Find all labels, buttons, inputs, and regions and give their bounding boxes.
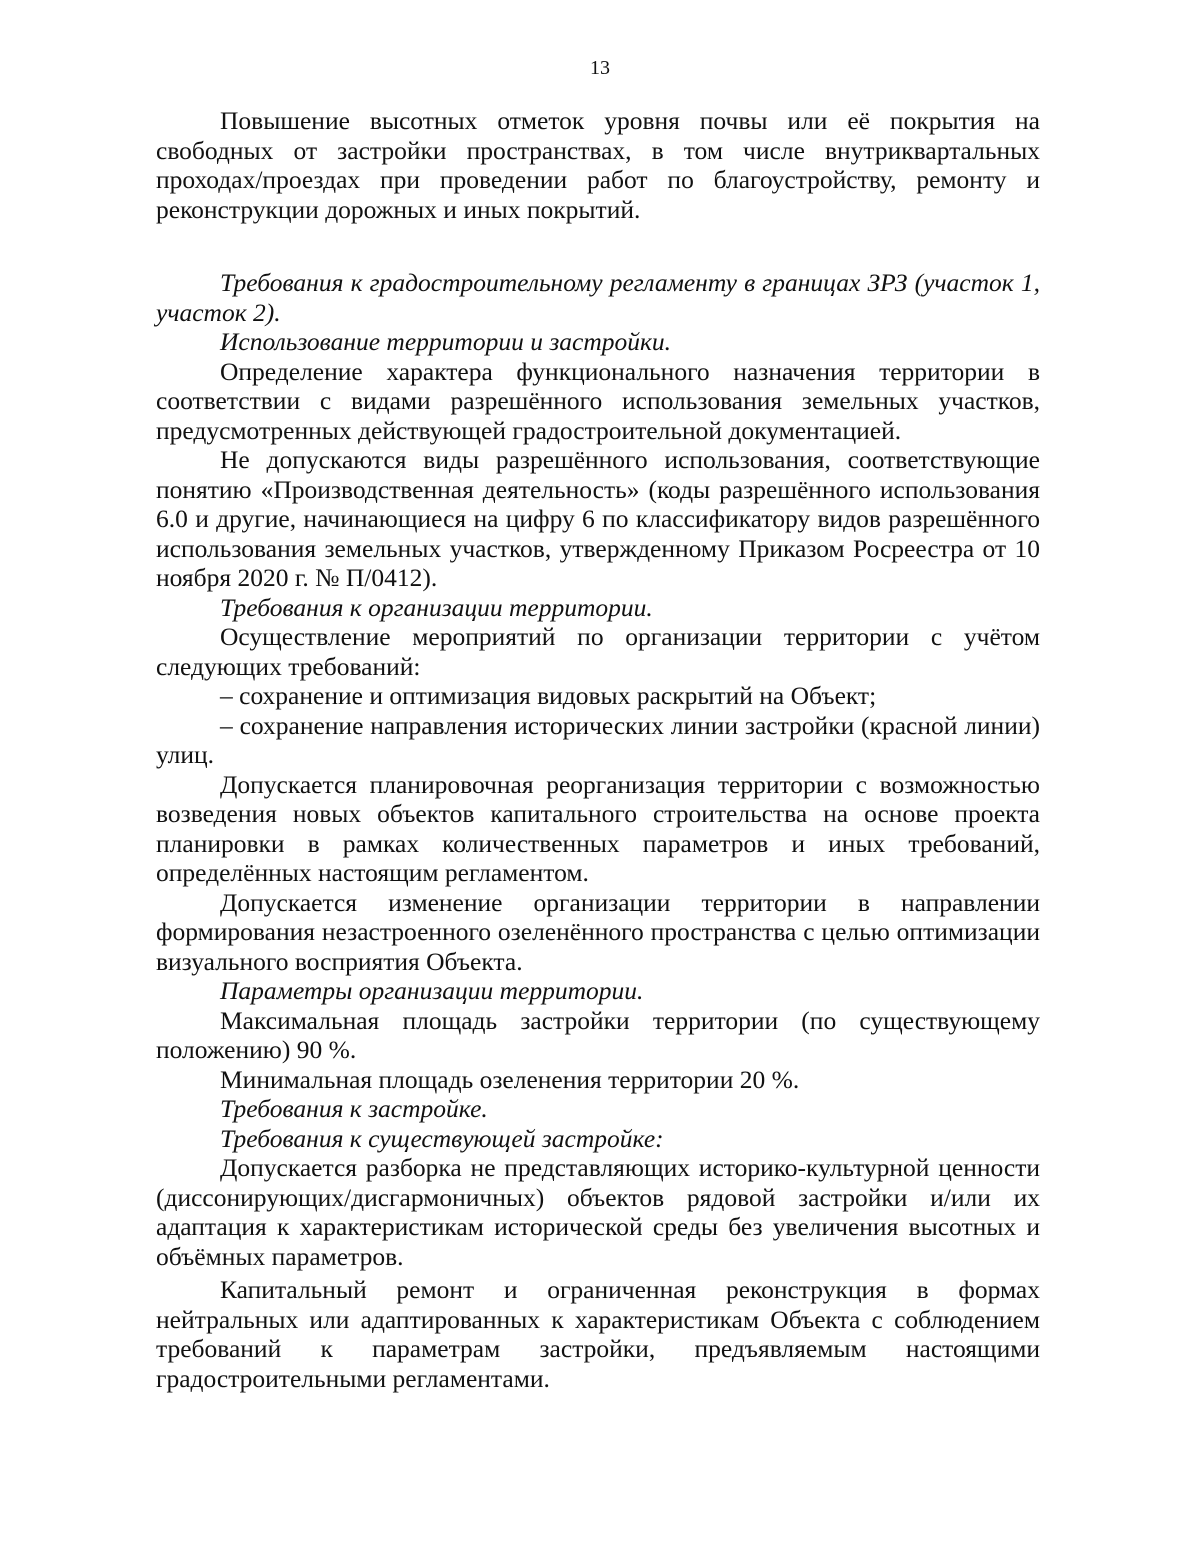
list-item-building-lines: – сохранение направления исторических линии застройки (красной линии) улиц. xyxy=(156,710,1040,769)
paragraph-max-building-area: Максимальная площадь застройки территории (по существующему положению) 90 %. xyxy=(156,1005,1040,1064)
paragraph-capital-repair: Капитальный ремонт и ограниченная реконструкция в формах нейтральных или адаптированных к характеристикам Объекта с соблюдением требований к параметрам застройки, предъявляемым настоящими градостроительными регламентами. xyxy=(156,1275,1040,1393)
paragraph-prohibited-uses: Не допускаются виды разрешённого использования, соответствующие понятию «Производственная деятельность» (коды разрешённого использования 6.0 и другие, начинающиеся на цифру 6 по классификатору видов разрешённого использования земельных участков, утвержденному Приказом Росреестра от 10 ноября 2020 г. № П/0412). xyxy=(156,445,1040,592)
heading-zrz-requirements: Требования к градостроительному регламенту в границах ЗРЗ (участок 1, участок 2). xyxy=(156,268,1040,327)
paragraph-functional-purpose: Определение характера функционального назначения территории в соответствии с видами разрешённого использования земельных участков, предусмотренных действующей градостроительной документацией. xyxy=(156,356,1040,445)
heading-territory-organization: Требования к организации территории. xyxy=(220,592,653,622)
heading-territory-use: Использование территории и застройки. xyxy=(220,327,672,356)
paragraph-dismantling: Допускается разборка не представляющих историко-культурной ценности (диссонирующих/дисгармоничных) объектов рядовой застройки и/или их адаптация к характеристикам исторической среды без увеличения высотных и объёмных параметров. xyxy=(156,1153,1040,1271)
page-number: 13 xyxy=(590,57,610,79)
paragraph-organization-measures: Осуществление мероприятий по организации территории с учётом следующих требований: xyxy=(156,622,1040,681)
paragraph-soil-level: Повышение высотных отметок уровня почвы или её покрытия на свободных от застройки пространствах, в том числе внутриквартальных проходах/проездах при проведении работ по благоустройству, ремонту и реконструкции дорожных и иных покрытий. xyxy=(156,106,1040,224)
document-body xyxy=(156,106,1040,1393)
paragraph-min-greening-area: Минимальная площадь озеленения территории 20 %. xyxy=(220,1064,800,1094)
paragraph-planning-reorganization: Допускается планировочная реорганизация территории с возможностью возведения новых объектов капитального строительства на основе проекта планировки в рамках количественных параметров и иных требований, определённых настоящим регламентом. xyxy=(156,769,1040,887)
heading-building-requirements: Требования к застройке. xyxy=(220,1094,488,1123)
paragraph-green-space: Допускается изменение организации территории в направлении формирования незастроенного озеленённого пространства с целью оптимизации визуального восприятия Объекта. xyxy=(156,887,1040,976)
list-item-view-preservation: – сохранение и оптимизация видовых раскрытий на Объект; xyxy=(220,681,877,710)
heading-organization-parameters: Параметры организации территории. xyxy=(220,976,644,1005)
heading-existing-buildings: Требования к существующей застройке: xyxy=(220,1123,664,1153)
